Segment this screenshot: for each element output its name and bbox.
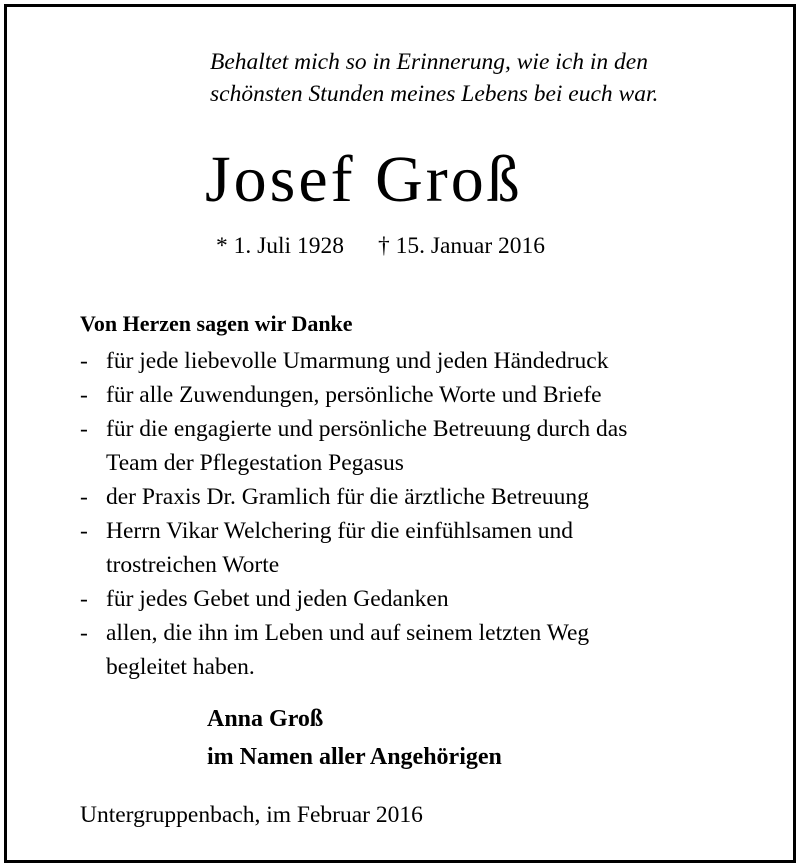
list-item xyxy=(80,480,780,514)
list-item-text: der Praxis Dr. Gramlich für die ärztliche Betreuung xyxy=(106,484,589,510)
list-dash: - xyxy=(80,518,88,544)
signature-block xyxy=(207,700,502,776)
list-item xyxy=(80,378,780,412)
list-item-text: für die engagierte und persönliche Betreuung durch das xyxy=(106,416,628,442)
list-item xyxy=(80,514,780,582)
list-item-text: für jede liebevolle Umarmung und jeden Händedruck xyxy=(106,348,609,374)
quote-line-1: Behaltet mich so in Erinnerung, wie ich in den xyxy=(210,49,648,75)
signer-name: Anna Groß xyxy=(207,706,324,732)
list-dash: - xyxy=(80,620,88,646)
life-dates xyxy=(216,231,545,261)
list-dash: - xyxy=(80,586,88,612)
place-and-date: Untergruppenbach, im Februar 2016 xyxy=(80,802,423,828)
list-dash: - xyxy=(80,382,88,408)
list-item-text-continued: begleitet haben. xyxy=(106,654,255,680)
thanks-list xyxy=(80,344,780,684)
list-dash: - xyxy=(80,348,88,374)
list-item xyxy=(80,344,780,378)
list-item-text-continued: trostreichen Worte xyxy=(106,552,280,578)
quote-line-2: schönsten Stunden meines Lebens bei euch war. xyxy=(210,81,659,107)
list-dash: - xyxy=(80,416,88,442)
death-date: † 15. Januar 2016 xyxy=(377,233,546,259)
birth-date: * 1. Juli 1928 xyxy=(216,233,344,259)
list-item xyxy=(80,412,780,480)
list-item xyxy=(80,616,780,684)
list-item-text: Herrn Vikar Welchering für die einfühlsamen und xyxy=(106,518,573,544)
list-item xyxy=(80,582,780,616)
thanks-heading: Von Herzen sagen wir Danke xyxy=(80,311,353,336)
deceased-name: Josef Groß xyxy=(205,143,523,216)
signer-subtitle: im Namen aller Angehörigen xyxy=(207,744,502,770)
list-item-text: für alle Zuwendungen, persönliche Worte und Briefe xyxy=(106,382,602,408)
memorial-quote xyxy=(210,46,770,110)
list-dash: - xyxy=(80,484,88,510)
list-item-text-continued: Team der Pflegestation Pegasus xyxy=(106,450,404,476)
list-item-text: allen, die ihn im Leben und auf seinem letzten Weg xyxy=(106,620,590,646)
list-item-text: für jedes Gebet und jeden Gedanken xyxy=(106,586,449,612)
